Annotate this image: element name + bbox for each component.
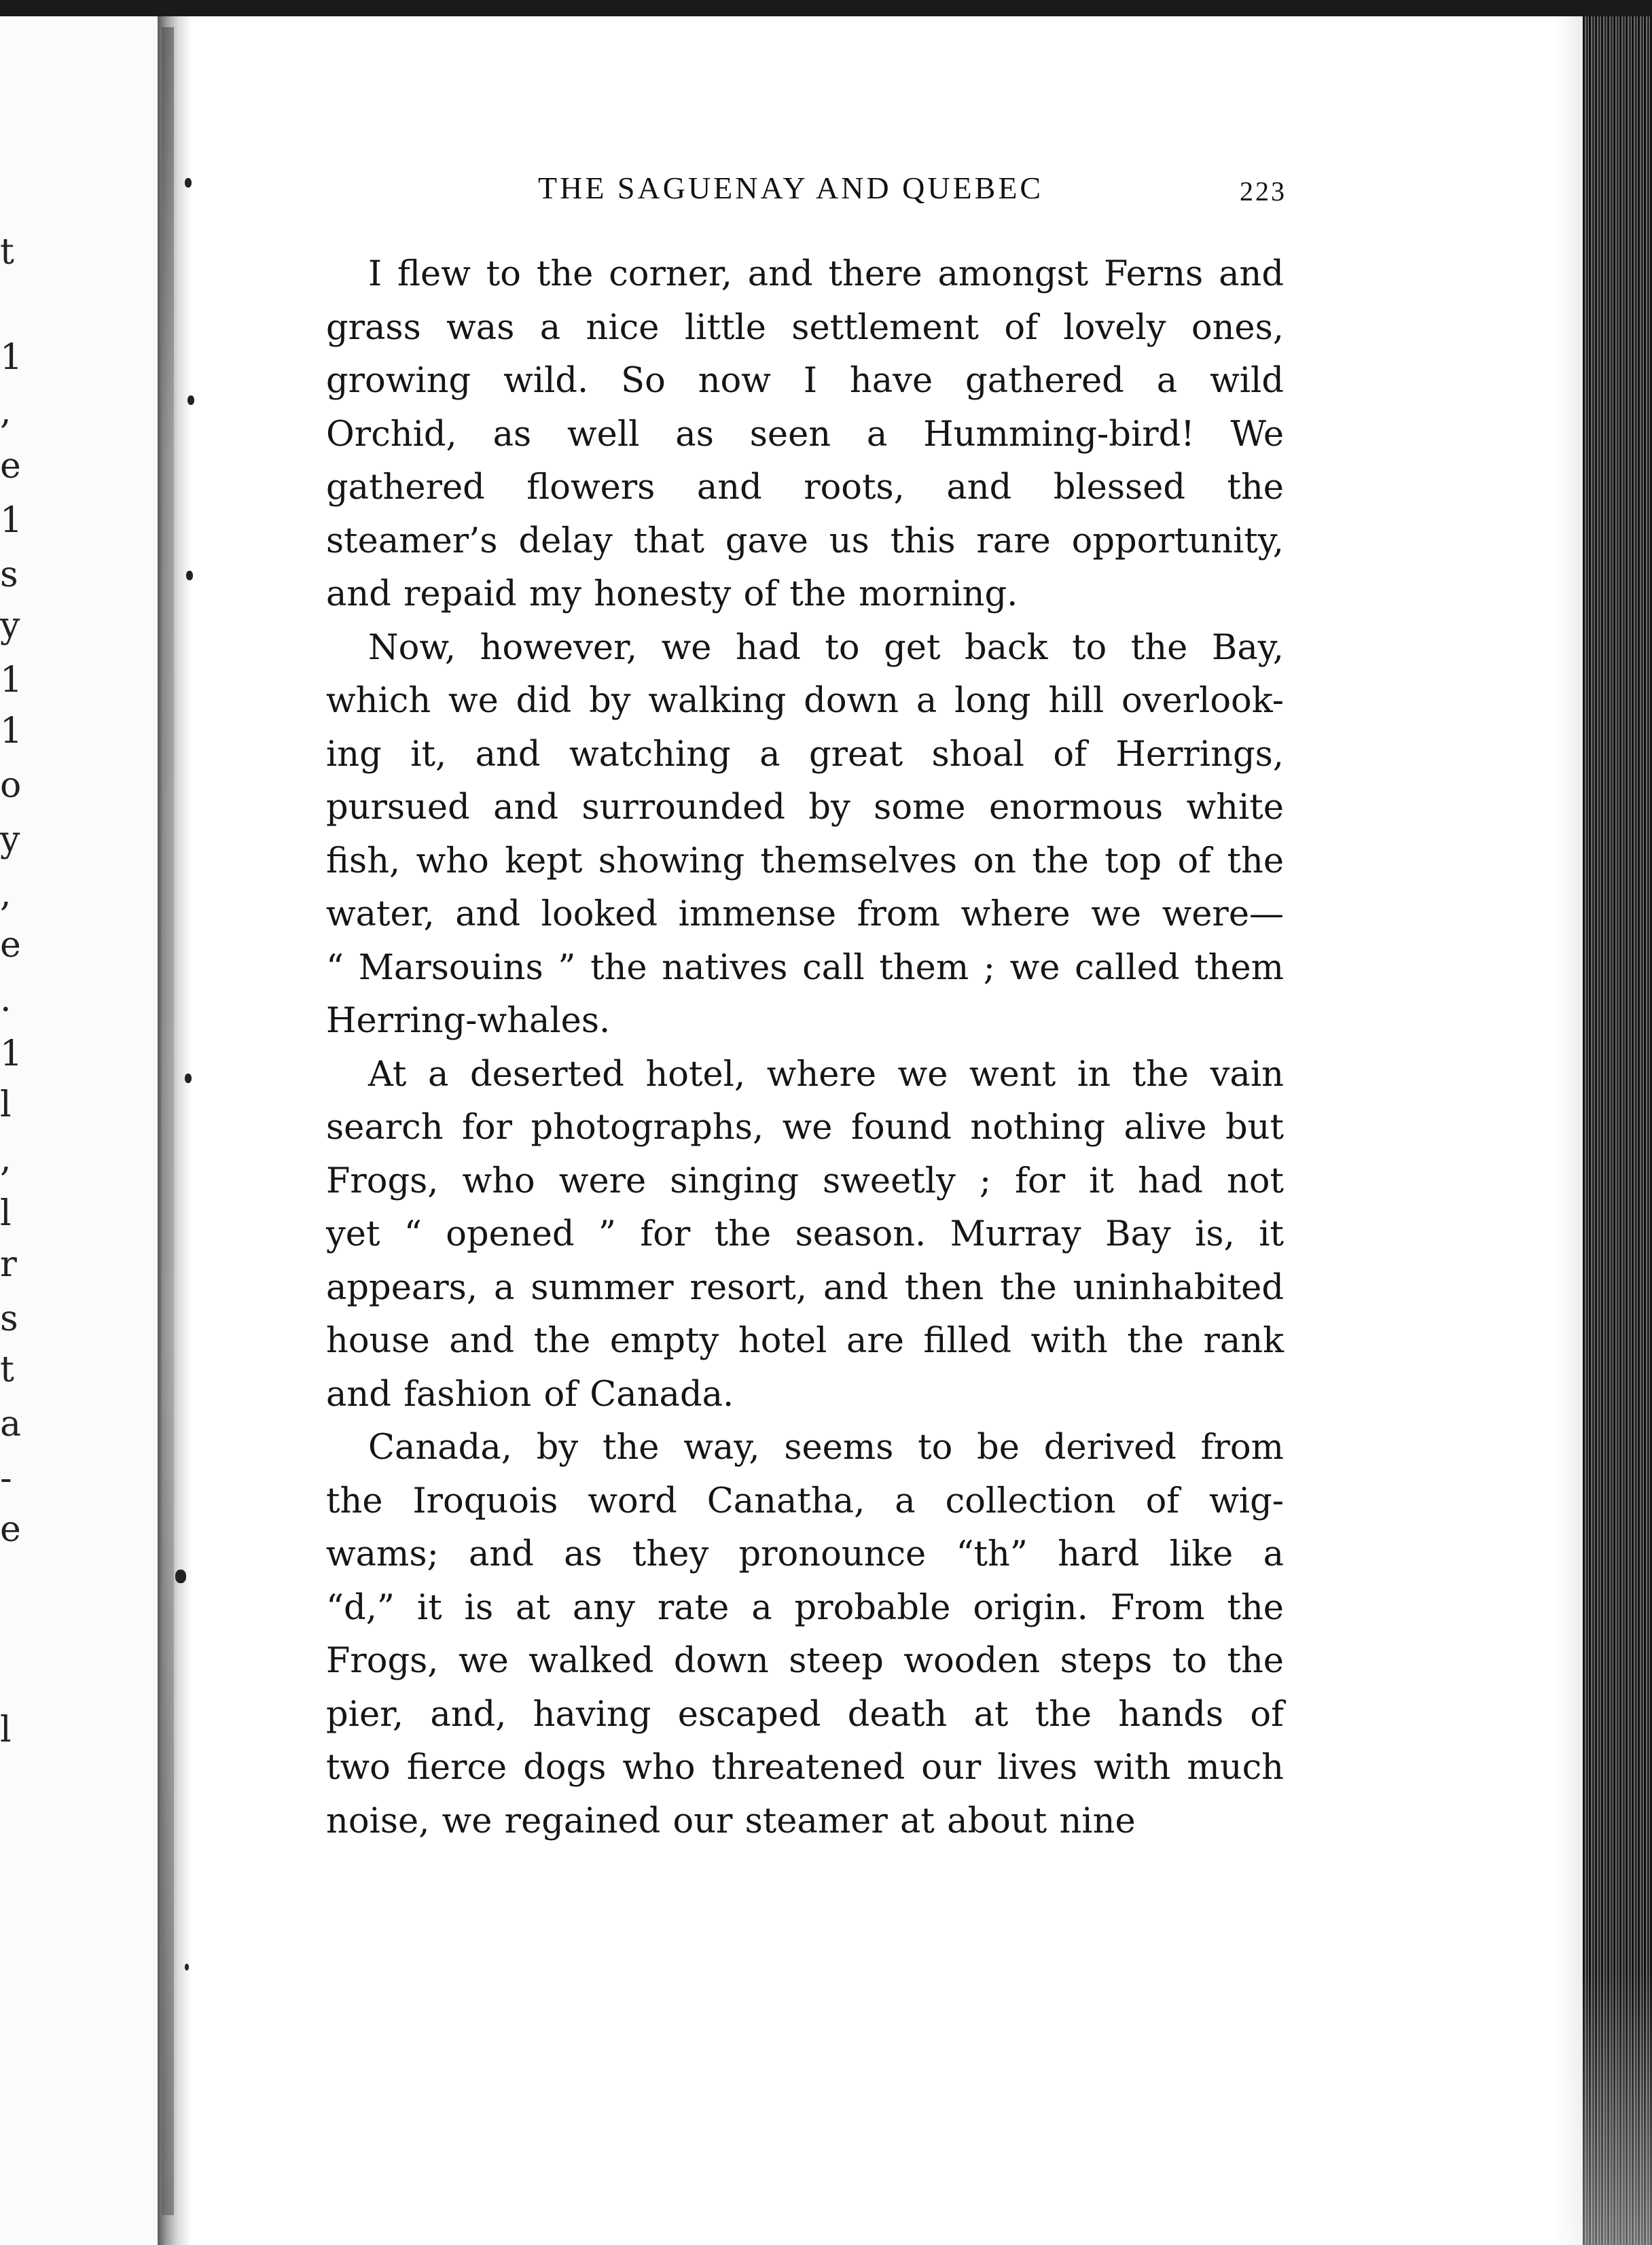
facing-page-fragment: , bbox=[0, 1139, 12, 1180]
scanner-background bbox=[0, 0, 1652, 16]
text-line: Canada, by the way, seems to be derived from bbox=[368, 1428, 1284, 1468]
paragraph bbox=[326, 1421, 1284, 1848]
text-line: fish, who kept showing themselves on the top of the bbox=[326, 841, 1284, 881]
paragraph bbox=[326, 1048, 1284, 1422]
facing-page-fragment: 1 bbox=[0, 500, 23, 541]
facing-page-fragment: y bbox=[0, 819, 20, 860]
facing-page-fragment: t bbox=[0, 1349, 14, 1390]
book-page bbox=[326, 170, 1291, 1841]
page-stack-edges bbox=[1583, 16, 1652, 2245]
text-line: Orchid, as well as seen a Humming-bird! We bbox=[326, 414, 1284, 455]
facing-page-fragment: y bbox=[0, 605, 20, 646]
facing-page-fragment: , bbox=[0, 391, 12, 432]
text-line: At a deserted hotel, where we went in the vain bbox=[368, 1054, 1284, 1095]
page-number: 223 bbox=[1240, 176, 1287, 207]
text-line: house and the empty hotel are filled with the rank bbox=[326, 1321, 1284, 1361]
facing-page-fragment: e bbox=[0, 1509, 21, 1550]
text-line: yet “ opened ” for the season. Murray Bay is, it bbox=[326, 1214, 1284, 1254]
binding-speck bbox=[185, 1074, 192, 1083]
facing-page-edge bbox=[0, 16, 158, 2245]
text-line: noise, we regained our steamer at about nine bbox=[326, 1801, 1136, 1841]
facing-page-fragment: s bbox=[0, 1298, 18, 1339]
facing-page-fragment: a bbox=[0, 1404, 22, 1445]
facing-page-fragment: e bbox=[0, 446, 21, 487]
facing-page-fragment: o bbox=[0, 765, 22, 806]
running-head bbox=[326, 170, 1291, 224]
facing-page-fragment: t bbox=[0, 232, 14, 272]
text-line: “d,” it is at any rate a probable origin. From the bbox=[326, 1587, 1284, 1628]
binding-speck bbox=[175, 1570, 186, 1583]
text-line: ing it, and watching a great shoal of Herrings, bbox=[326, 734, 1284, 775]
text-line: and repaid my honesty of the morning. bbox=[326, 574, 1018, 614]
binding-speck bbox=[187, 395, 194, 405]
facing-page-fragment: s bbox=[0, 554, 18, 595]
text-line: growing wild. So now I have gathered a wild bbox=[326, 361, 1284, 401]
facing-page-fragment: 1 bbox=[0, 660, 23, 701]
binding-speck bbox=[185, 178, 192, 188]
paragraph bbox=[326, 248, 1284, 622]
text-line: Frogs, who were singing sweetly ; for it had not bbox=[326, 1161, 1284, 1201]
text-line: and fashion of Canada. bbox=[326, 1374, 734, 1415]
facing-page-fragment: e bbox=[0, 925, 21, 966]
page-stack-fade bbox=[1562, 1970, 1652, 2245]
text-line: the Iroquois word Canatha, a collection of wig- bbox=[326, 1481, 1284, 1521]
text-line: pier, and, having escaped death at the hands of bbox=[326, 1694, 1284, 1735]
binding-shadow bbox=[162, 27, 174, 2215]
text-line: Frogs, we walked down steep wooden steps to the bbox=[326, 1641, 1284, 1681]
running-title: THE SAGUENAY AND QUEBEC bbox=[538, 171, 1044, 205]
text-line: search for photographs, we found nothing alive but bbox=[326, 1108, 1284, 1148]
facing-page-fragment: . bbox=[0, 979, 12, 1020]
text-line: wams; and as they pronounce “th” hard like a bbox=[326, 1534, 1284, 1574]
paragraph bbox=[326, 622, 1284, 1048]
facing-page-fragment: - bbox=[0, 1458, 12, 1499]
facing-page-fragment: 1 bbox=[0, 337, 23, 378]
facing-page-fragment: 1 bbox=[0, 711, 23, 752]
text-line: appears, a summer resort, and then the uninhabited bbox=[326, 1267, 1284, 1308]
binding-speck bbox=[186, 571, 193, 580]
text-line: steamer’s delay that gave us this rare opportunity, bbox=[326, 520, 1284, 561]
body-text bbox=[326, 248, 1284, 1848]
text-line: “ Marsouins ” the natives call them ; we called them bbox=[326, 947, 1284, 988]
facing-page-fragment: r bbox=[0, 1244, 17, 1285]
text-line: I flew to the corner, and there amongst Ferns and bbox=[368, 254, 1284, 294]
text-line: which we did by walking down a long hill overlook- bbox=[326, 681, 1284, 721]
text-line: pursued and surrounded by some enormous white bbox=[326, 788, 1284, 828]
text-line: gathered flowers and roots, and blessed the bbox=[326, 467, 1284, 508]
text-line: two fierce dogs who threatened our lives with much bbox=[326, 1748, 1284, 1788]
facing-page-fragment: l bbox=[0, 1193, 12, 1234]
facing-page-fragment: , bbox=[0, 874, 12, 915]
text-line: Now, however, we had to get back to the Bay, bbox=[368, 627, 1284, 668]
text-line: water, and looked immense from where we were— bbox=[326, 894, 1284, 934]
text-line: Herring-whales. bbox=[326, 1001, 611, 1041]
facing-page-fragment: 1 bbox=[0, 1033, 23, 1074]
facing-page-fragment: l bbox=[0, 1084, 12, 1125]
text-line: grass was a nice little settlement of lovely ones, bbox=[326, 307, 1284, 348]
page-edge-highlight bbox=[1556, 16, 1583, 2245]
facing-page-fragment: l bbox=[0, 1710, 12, 1750]
binding-speck bbox=[185, 1964, 189, 1970]
